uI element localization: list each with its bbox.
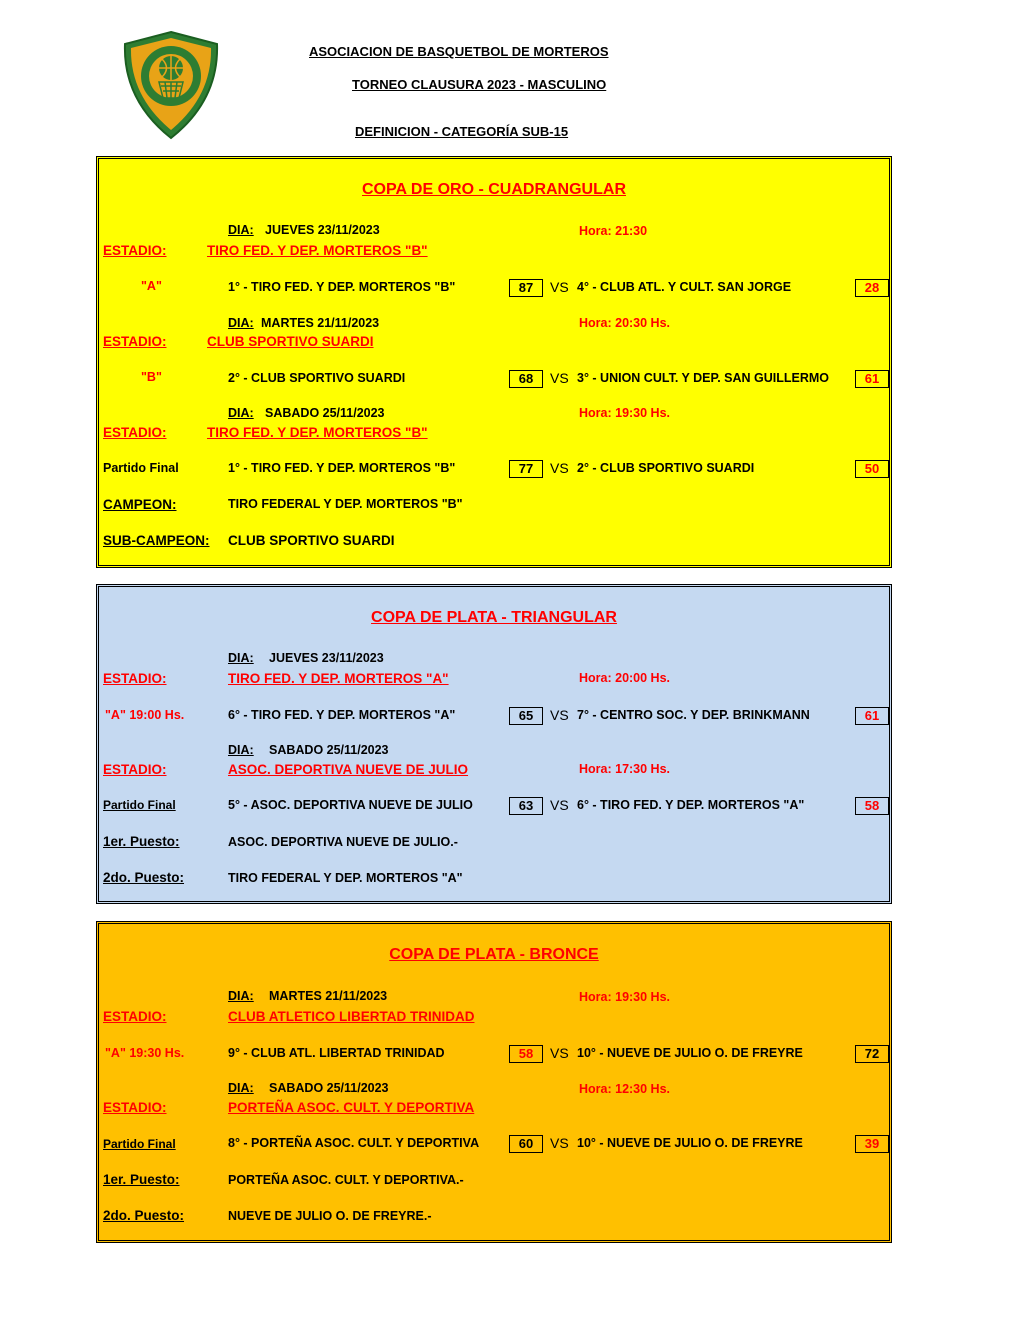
- copa-oro-panel: [96, 156, 892, 568]
- estadio-name: PORTEÑA ASOC. CULT. Y DEPORTIVA: [228, 1100, 475, 1115]
- match-date: JUEVES 23/11/2023: [265, 223, 380, 237]
- tournament-title: TORNEO CLAUSURA 2023 - MASCULINO: [352, 77, 607, 92]
- copa-plata-title: COPA DE PLATA - TRIANGULAR: [371, 609, 617, 626]
- second-place-label: 2do. Puesto:: [103, 870, 185, 885]
- match-date: JUEVES 23/11/2023: [269, 651, 384, 665]
- home-score: 63: [509, 797, 543, 815]
- match-hour: Hora: 20:30 Hs.: [579, 316, 671, 330]
- estadio-label: ESTADIO:: [103, 1009, 167, 1024]
- first-place-value: ASOC. DEPORTIVA NUEVE DE JULIO.-: [228, 835, 458, 849]
- campeon-label: CAMPEON:: [103, 497, 177, 512]
- match-hour: Hora: 19:30 Hs.: [579, 990, 671, 1004]
- vs-label: VS: [550, 797, 569, 813]
- match-group: "A" 19:30 Hs.: [105, 1046, 185, 1060]
- copa-bronce-title: COPA DE PLATA - BRONCE: [389, 946, 599, 963]
- home-team: 5° - ASOC. DEPORTIVA NUEVE DE JULIO: [228, 798, 473, 812]
- match-hour: Hora: 12:30 Hs.: [579, 1082, 671, 1096]
- vs-label: VS: [550, 1045, 569, 1061]
- first-place-label: 1er. Puesto:: [103, 834, 180, 849]
- vs-label: VS: [550, 279, 569, 295]
- estadio-label: ESTADIO:: [103, 762, 167, 777]
- away-score: 61: [855, 370, 889, 388]
- estadio-label: ESTADIO:: [103, 243, 167, 258]
- away-score: 61: [855, 707, 889, 725]
- home-team: 2° - CLUB SPORTIVO SUARDI: [228, 371, 406, 385]
- match-date: MARTES 21/11/2023: [261, 316, 380, 330]
- match-group: "B": [141, 370, 162, 384]
- dia-label: DIA:: [228, 223, 254, 237]
- match-group: "A" 19:00 Hs.: [105, 708, 185, 722]
- second-place-value: TIRO FEDERAL Y DEP. MORTEROS "A": [228, 871, 463, 885]
- away-team: 3° - UNION CULT. Y DEP. SAN GUILLERMO: [577, 371, 830, 385]
- home-score: 77: [509, 460, 543, 478]
- home-team: 1° - TIRO FED. Y DEP. MORTEROS "B": [228, 280, 456, 294]
- estadio-label: ESTADIO:: [103, 1100, 167, 1115]
- association-title: ASOCIACION DE BASQUETBOL DE MORTEROS: [309, 44, 609, 59]
- away-score: 58: [855, 797, 889, 815]
- match-hour: Hora: 21:30: [579, 224, 648, 238]
- estadio-label: ESTADIO:: [103, 425, 167, 440]
- estadio-name: TIRO FED. Y DEP. MORTEROS "B": [207, 425, 428, 440]
- first-place-label: 1er. Puesto:: [103, 1172, 180, 1187]
- estadio-label: ESTADIO:: [103, 334, 167, 349]
- copa-bronce-panel: [96, 921, 892, 1243]
- match-group: "A": [141, 279, 162, 293]
- home-team: 9° - CLUB ATL. LIBERTAD TRINIDAD: [228, 1046, 445, 1060]
- match-hour: Hora: 20:00 Hs.: [579, 671, 671, 685]
- association-logo: [121, 30, 221, 140]
- away-team: 2° - CLUB SPORTIVO SUARDI: [577, 461, 755, 475]
- home-score: 58: [509, 1045, 543, 1063]
- home-team: 6° - TIRO FED. Y DEP. MORTEROS "A": [228, 708, 456, 722]
- match-group: Partido Final: [103, 798, 176, 812]
- vs-label: VS: [550, 460, 569, 476]
- match-date: SABADO 25/11/2023: [269, 1081, 389, 1095]
- away-score: 28: [855, 279, 889, 297]
- away-team: 7° - CENTRO SOC. Y DEP. BRINKMANN: [577, 708, 810, 722]
- estadio-name: ASOC. DEPORTIVA NUEVE DE JULIO: [228, 762, 469, 777]
- definition-title: DEFINICION - CATEGORÍA SUB-15: [355, 124, 569, 139]
- home-team: 1° - TIRO FED. Y DEP. MORTEROS "B": [228, 461, 456, 475]
- away-team: 10° - NUEVE DE JULIO O. DE FREYRE: [577, 1136, 803, 1150]
- match-group: Partido Final: [103, 461, 179, 475]
- match-hour: Hora: 17:30 Hs.: [579, 762, 671, 776]
- home-score: 60: [509, 1135, 543, 1153]
- home-score: 68: [509, 370, 543, 388]
- dia-label: DIA:: [228, 651, 254, 665]
- copa-plata-panel: [96, 584, 892, 904]
- second-place-label: 2do. Puesto:: [103, 1208, 185, 1223]
- vs-label: VS: [550, 707, 569, 723]
- dia-label: DIA:: [228, 743, 254, 757]
- copa-oro-title: COPA DE ORO - CUADRANGULAR: [362, 181, 626, 198]
- away-score: 50: [855, 460, 889, 478]
- dia-label: DIA:: [228, 316, 254, 330]
- match-date: SABADO 25/11/2023: [265, 406, 385, 420]
- match-date: SABADO 25/11/2023: [269, 743, 389, 757]
- dia-label: DIA:: [228, 406, 254, 420]
- second-place-value: NUEVE DE JULIO O. DE FREYRE.-: [228, 1209, 432, 1223]
- subcampeon-value: CLUB SPORTIVO SUARDI: [228, 533, 395, 548]
- match-date: MARTES 21/11/2023: [269, 989, 388, 1003]
- campeon-value: TIRO FEDERAL Y DEP. MORTEROS "B": [228, 497, 463, 511]
- estadio-name: CLUB SPORTIVO SUARDI: [207, 334, 374, 349]
- estadio-name: TIRO FED. Y DEP. MORTEROS "A": [228, 671, 449, 686]
- vs-label: VS: [550, 370, 569, 386]
- match-group: Partido Final: [103, 1137, 176, 1151]
- away-score: 72: [855, 1045, 889, 1063]
- away-team: 4° - CLUB ATL. Y CULT. SAN JORGE: [577, 280, 792, 294]
- estadio-name: CLUB ATLETICO LIBERTAD TRINIDAD: [228, 1009, 475, 1024]
- dia-label: DIA:: [228, 989, 254, 1003]
- first-place-value: PORTEÑA ASOC. CULT. Y DEPORTIVA.-: [228, 1173, 464, 1187]
- vs-label: VS: [550, 1135, 569, 1151]
- estadio-name: TIRO FED. Y DEP. MORTEROS "B": [207, 243, 428, 258]
- home-score: 87: [509, 279, 543, 297]
- away-score: 39: [855, 1135, 889, 1153]
- dia-label: DIA:: [228, 1081, 254, 1095]
- home-score: 65: [509, 707, 543, 725]
- away-team: 10° - NUEVE DE JULIO O. DE FREYRE: [577, 1046, 803, 1060]
- away-team: 6° - TIRO FED. Y DEP. MORTEROS "A": [577, 798, 805, 812]
- home-team: 8° - PORTEÑA ASOC. CULT. Y DEPORTIVA: [228, 1136, 480, 1150]
- estadio-label: ESTADIO:: [103, 671, 167, 686]
- subcampeon-label: SUB-CAMPEON:: [103, 533, 210, 548]
- match-hour: Hora: 19:30 Hs.: [579, 406, 671, 420]
